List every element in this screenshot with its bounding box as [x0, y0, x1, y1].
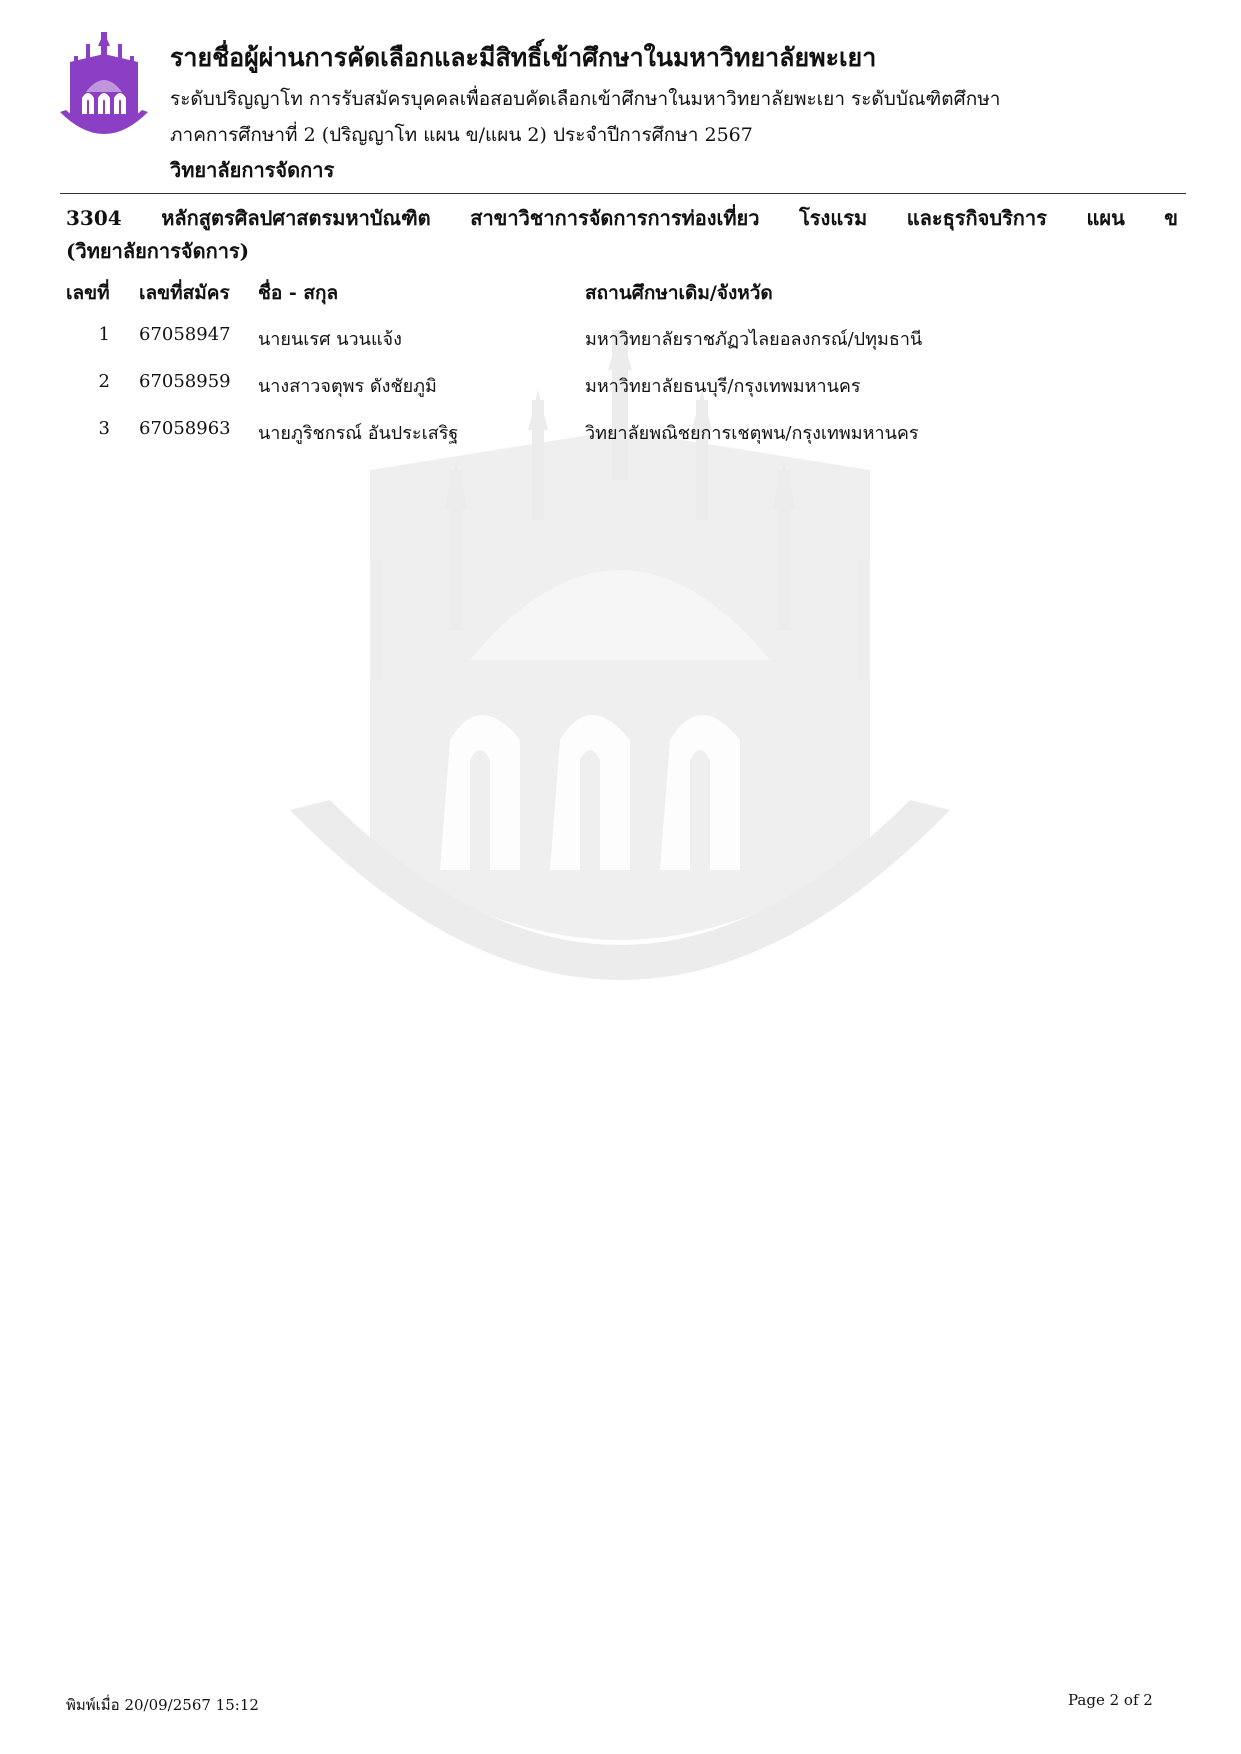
program-heading [66, 202, 1178, 268]
cell-applicant-no: 67058959 [139, 371, 231, 392]
university-logo-icon [60, 32, 148, 152]
program-major: สาขาวิชาการจัดการการท่องเที่ยว [470, 206, 760, 230]
program-line-2: (วิทยาลัยการจัดการ) [66, 239, 250, 263]
program-plan-value: ข [1164, 206, 1178, 230]
cell-school: มหาวิทยาลัยราชภัฏวไลยอลงกรณ์/ปทุมธานี [585, 329, 923, 350]
cell-name: นายภูริชกรณ์ อันประเสริฐ [258, 423, 459, 444]
header-name: ชื่อ - สกุล [258, 282, 339, 304]
program-degree: หลักสูตรศิลปศาสตรมหาบัณฑิต [161, 206, 431, 230]
faculty-name: วิทยาลัยการจัดการ [170, 158, 335, 182]
document-subtitle-term: ภาคการศึกษาที่ 2 (ปริญญาโท แผน ข/แผน 2) ประจำปีการศึกษา 2567 [170, 124, 753, 146]
cell-name: นางสาวจตุพร ดังชัยภูมิ [258, 376, 437, 397]
cell-no: 2 [98, 371, 110, 392]
printed-timestamp: พิมพ์เมื่อ 20/09/2567 15:12 [66, 1696, 259, 1714]
header-divider [60, 193, 1186, 194]
document-title: รายชื่อผู้ผ่านการคัดเลือกและมีสิทธิ์เข้าศึกษาในมหาวิทยาลัยพะเยา [170, 43, 877, 72]
cell-school: มหาวิทยาลัยธนบุรี/กรุงเทพมหานคร [585, 376, 861, 397]
university-watermark-icon [290, 330, 950, 1170]
cell-name: นายนเรศ นวนแจ้ง [258, 329, 402, 350]
cell-no: 1 [98, 324, 110, 345]
document-subtitle-level: ระดับปริญญาโท การรับสมัครบุคคลเพื่อสอบคัดเลือกเข้าศึกษาในมหาวิทยาลัยพะเยา ระดับบัณฑิตศึกษา [170, 88, 1001, 110]
table-row [0, 324, 1241, 354]
program-code: 3304 [66, 206, 122, 230]
table-header [0, 278, 1241, 308]
cell-school: วิทยาลัยพณิชยการเชตุพน/กรุงเทพมหานคร [585, 423, 919, 444]
table-row [0, 371, 1241, 401]
page-number: Page 2 of 2 [1068, 1691, 1153, 1709]
header-no: เลขที่ [66, 282, 110, 304]
table-row [0, 418, 1241, 448]
cell-applicant-no: 67058963 [139, 418, 231, 439]
cell-applicant-no: 67058947 [139, 324, 231, 345]
program-major-part-2: โรงแรม [799, 206, 868, 230]
program-plan-label: แผน [1086, 206, 1125, 230]
cell-no: 3 [98, 418, 110, 439]
program-major-part-3: และธุรกิจบริการ [906, 206, 1047, 230]
header-applicant-no: เลขที่สมัคร [139, 282, 230, 304]
header-school: สถานศึกษาเดิม/จังหวัด [585, 282, 773, 304]
program-line-1 [66, 202, 1178, 235]
